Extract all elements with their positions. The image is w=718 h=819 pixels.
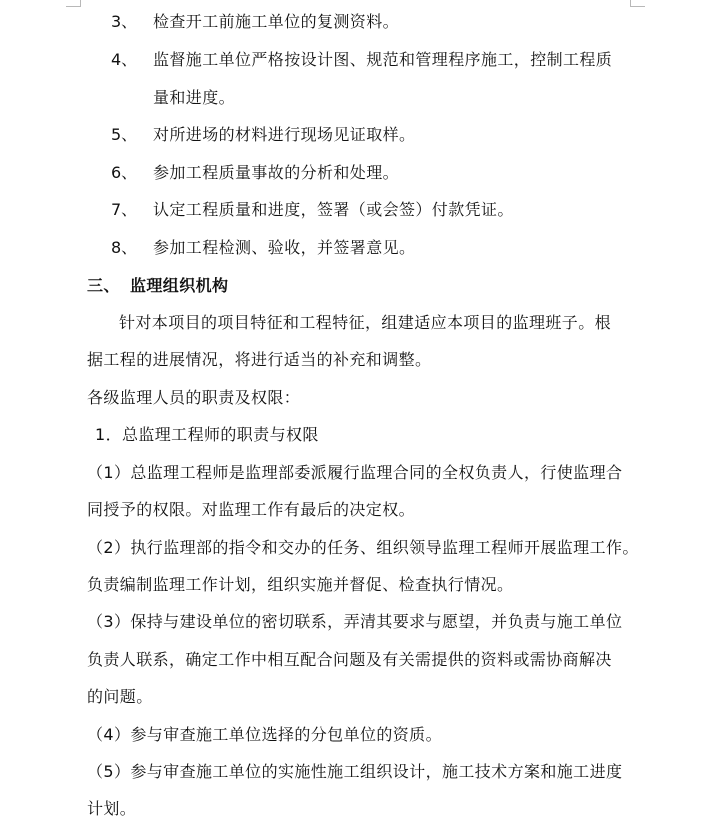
duty-5-line-1: （5）参与审查施工单位的实施性施工组织设计，施工技术方案和施工进度 xyxy=(87,762,623,781)
item-3-text: 检查开工前施工单位的复测资料。 xyxy=(153,12,400,31)
item-6-text: 参加工程质量事故的分析和处理。 xyxy=(153,163,400,182)
section-number: 三、 xyxy=(87,276,120,295)
duty-4-line-1: （4）参与审查施工单位选择的分包单位的资质。 xyxy=(87,725,442,744)
item-4-number: 4、 xyxy=(111,50,138,69)
item-5-number: 5、 xyxy=(111,125,138,144)
page-corner-mark-right xyxy=(630,0,645,7)
duty-1-line-2: 同授予的权限。对监理工作有最后的决定权。 xyxy=(87,500,416,519)
intro-line-1: 针对本项目的项目特征和工程特征，组建适应本项目的监理班子。根 xyxy=(119,313,612,332)
item-3-number: 3、 xyxy=(111,12,138,31)
item-7-number: 7、 xyxy=(111,200,138,219)
item-7-text: 认定工程质量和进度，签署（或会签）付款凭证。 xyxy=(153,200,514,219)
intro-line-2: 据工程的进展情况，将进行适当的补充和调整。 xyxy=(87,350,432,369)
duty-3-line-3: 的问题。 xyxy=(87,687,153,706)
item-4-text-line-1: 监督施工单位严格按设计图、规范和管理程序施工，控制工程质 xyxy=(153,50,613,69)
item-4-text-line-2: 量和进度。 xyxy=(153,88,236,107)
item-8-text: 参加工程检测、验收，并签署意见。 xyxy=(153,238,416,257)
duty-3-line-1: （3）保持与建设单位的密切联系，弄清其要求与愿望，并负责与施工单位 xyxy=(87,612,623,631)
subsection-heading: 1．总监理工程师的职责与权限 xyxy=(95,425,319,444)
duty-3-line-2: 负责人联系，确定工作中相互配合问题及有关需提供的资料或需协商解决 xyxy=(87,650,612,669)
responsibilities-heading: 各级监理人员的职责及权限： xyxy=(87,388,301,407)
duty-5-line-2: 计划。 xyxy=(87,799,137,818)
item-8-number: 8、 xyxy=(111,238,138,257)
section-title: 监理组织机构 xyxy=(130,276,229,295)
duty-1-line-1: （1）总监理工程师是监理部委派履行监理合同的全权负责人，行使监理合 xyxy=(87,463,623,482)
item-6-number: 6、 xyxy=(111,163,138,182)
duty-2-line-2: 负责编制监理工作计划，组织实施并督促、检查执行情况。 xyxy=(87,575,514,594)
page-corner-mark-left xyxy=(66,0,81,7)
item-5-text: 对所进场的材料进行现场见证取样。 xyxy=(153,125,416,144)
duty-2-line-1: （2）执行监理部的指令和交办的任务、组织领导监理工程师开展监理工作。 xyxy=(87,538,639,557)
